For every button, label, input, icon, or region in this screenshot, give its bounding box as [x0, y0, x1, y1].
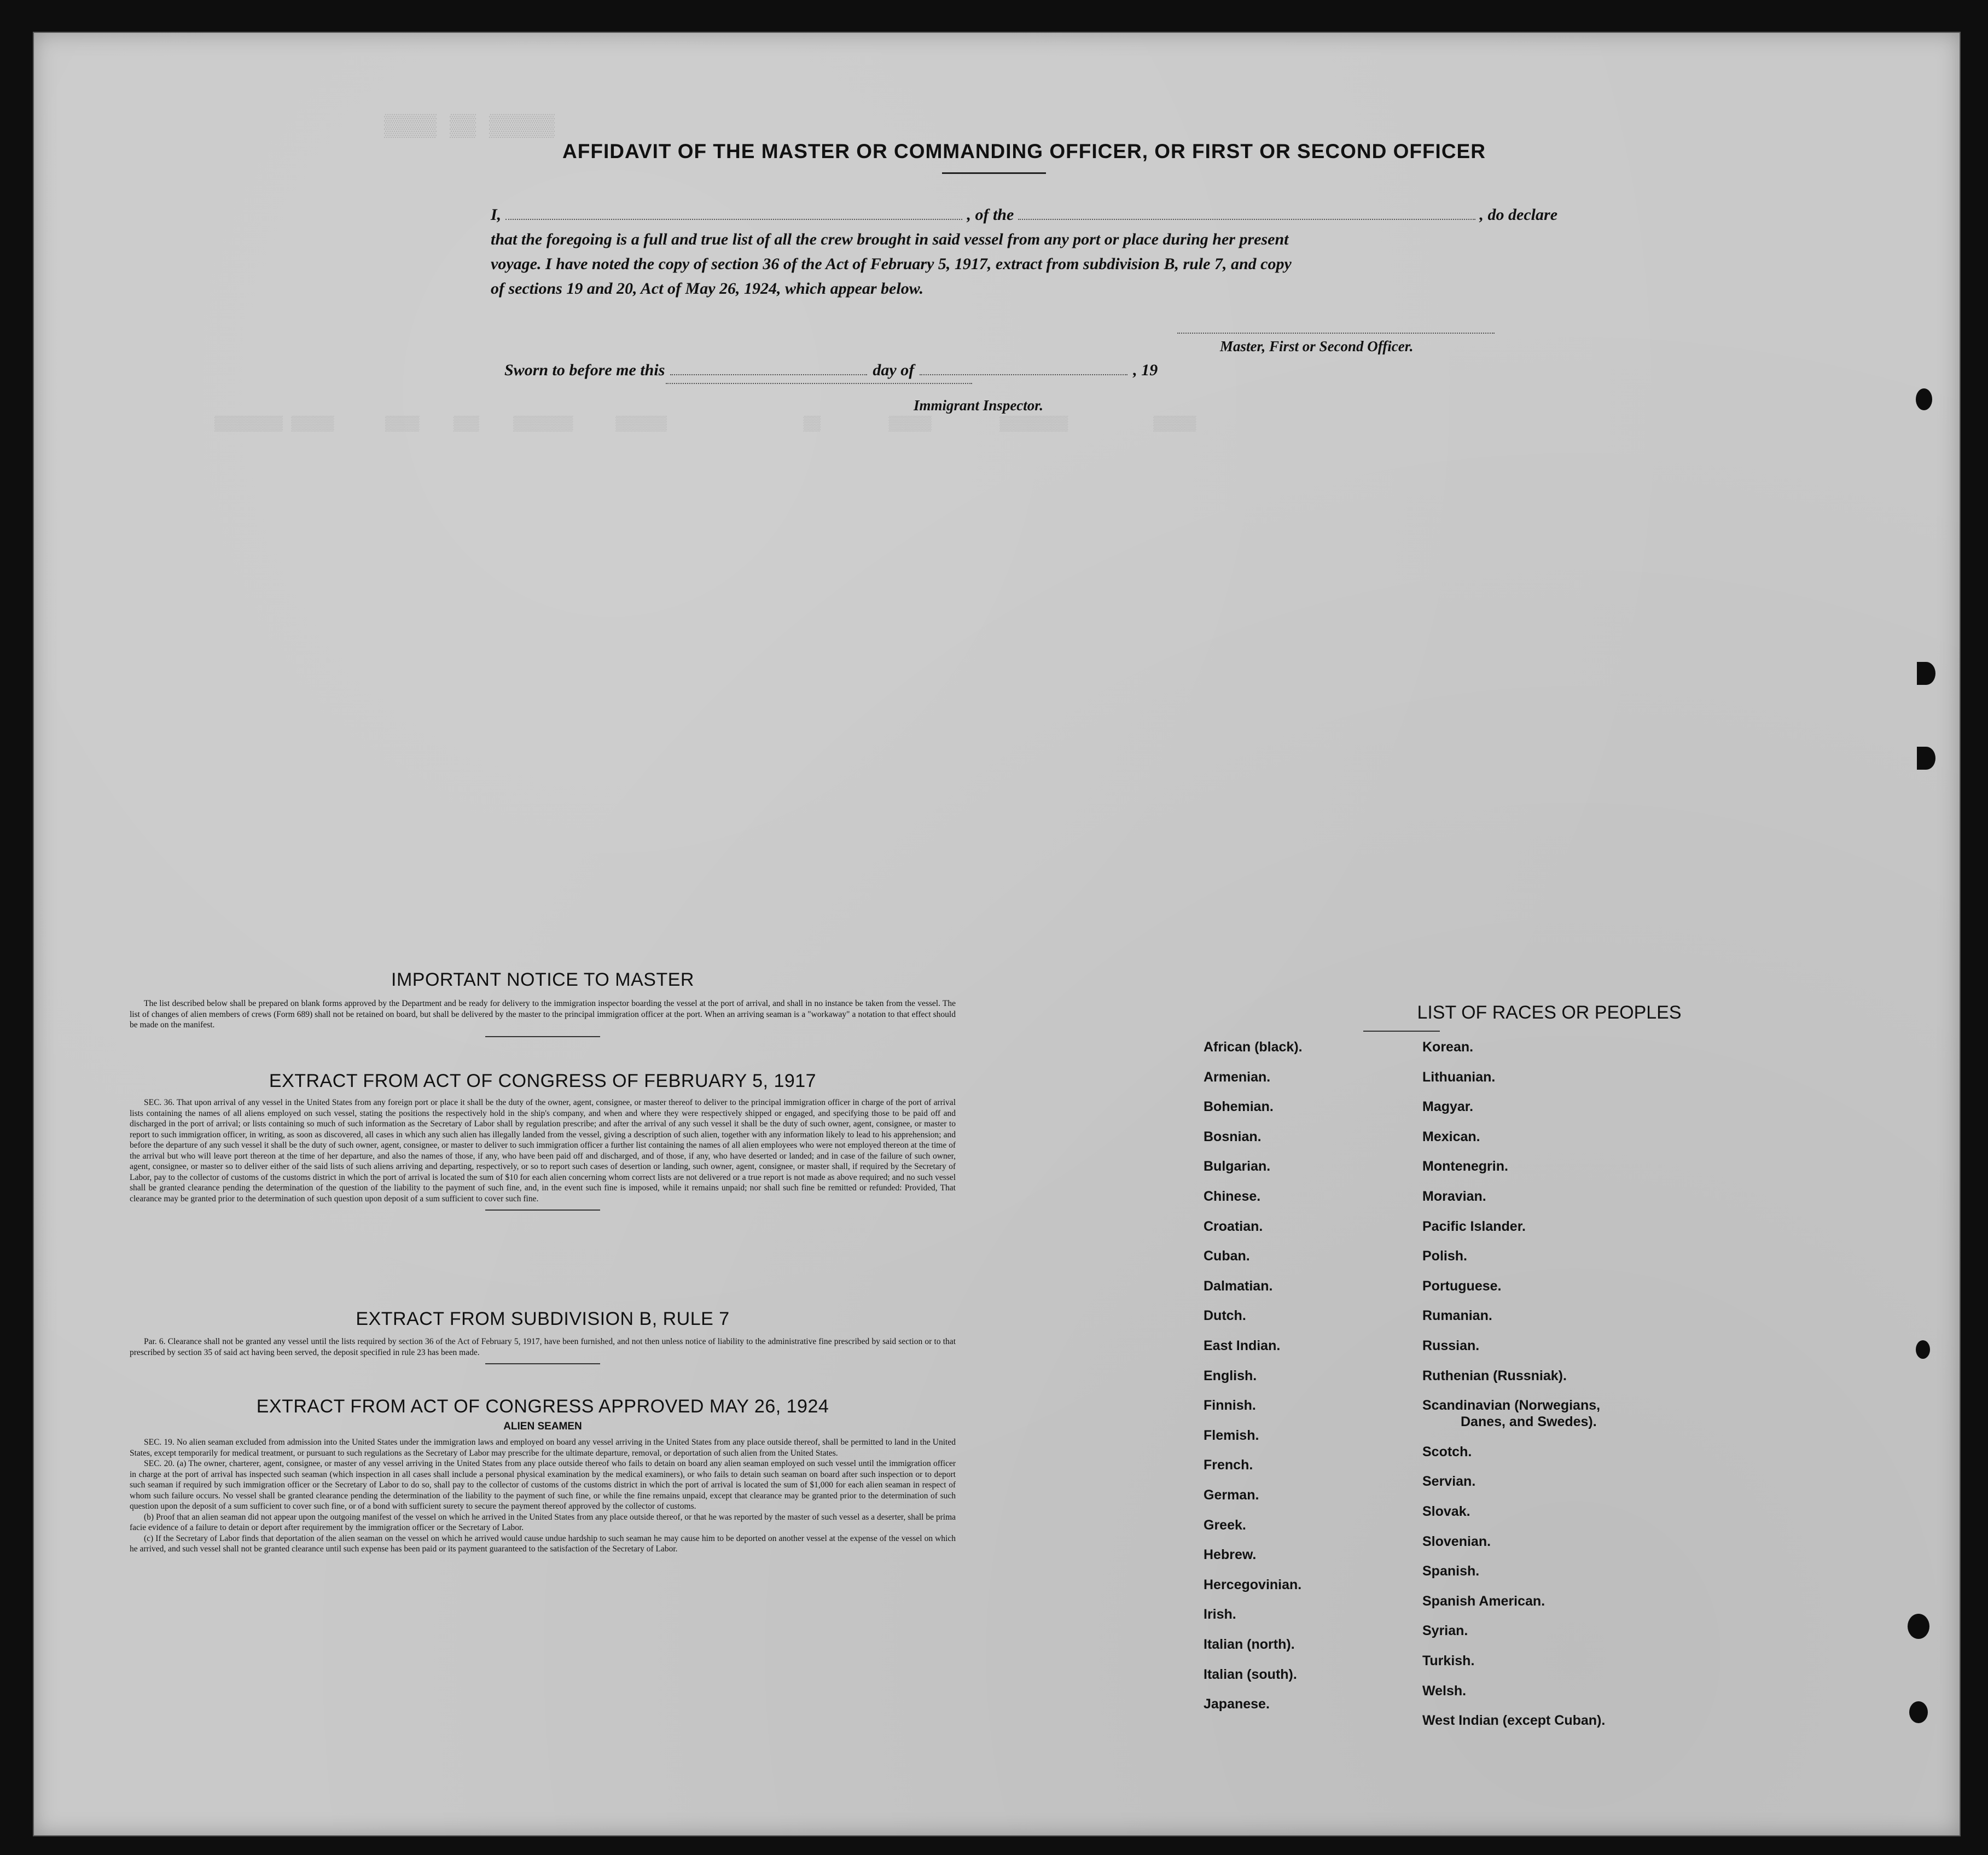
punch-hole	[1917, 662, 1935, 685]
alien-seamen-subtitle: ALIEN SEAMEN	[503, 1421, 582, 1432]
rule-7-title: EXTRACT FROM SUBDIVISION B, RULE 7	[356, 1309, 730, 1329]
race-item: Dutch.	[1204, 1308, 1246, 1324]
year-label: , 19	[1133, 361, 1158, 379]
bleed-through-header: ▒▒▒▒ ▒▒ ▒▒▒▒▒	[384, 115, 555, 139]
title-underline	[942, 172, 1046, 174]
extract-1917-rule	[485, 1209, 600, 1211]
race-item: Danes, and Swedes).	[1461, 1414, 1597, 1430]
sec-20c-paragraph: (c) If the Secretary of Labor finds that deportation of the alien seaman on the vessel on which he arrived would cause undue hardship to such seaman he may cause him to be deported on another vessel at the expense of the vessel on which he arrived, and such vessel shall not be granted clearance until such expense has been paid or its payment guaranteed to the satisfaction of the Secretary of Labor.	[130, 1533, 956, 1554]
race-item: Magyar.	[1422, 1099, 1474, 1115]
race-item: Ruthenian (Russniak).	[1422, 1368, 1567, 1383]
notice-section	[130, 969, 956, 1037]
race-item: Slovenian.	[1422, 1533, 1491, 1549]
races-title: LIST OF RACES OR PEOPLES	[1417, 1002, 1682, 1023]
race-item: Spanish American.	[1422, 1593, 1545, 1609]
affidavit-line-2: that the foregoing is a full and true list of all the crew brought in said vessel from any port or place during her present	[491, 230, 1289, 248]
race-item: German.	[1204, 1487, 1259, 1503]
punch-hole	[1916, 388, 1932, 410]
race-item: Mexican.	[1422, 1129, 1480, 1144]
punch-hole	[1909, 1701, 1928, 1723]
extract-1917-section	[130, 1071, 956, 1211]
sec-20a-paragraph: SEC. 20. (a) The owner, charterer, agent, consignee, or master of any vessel arriving in the United States from any place outside thereof who fails to detain on board any alien seaman employed on such vessel until the immigration officer in charge at the port of arrival has inspected such seaman (which inspection in all cases shall include a personal physical examination by the medical examiners), or who fails to detain such seaman on board after such inspection or to deport such seaman if required by such immigration officer or the Secretary of Labor to do so, shall pay to the collector of customs of the customs district in which the port of arrival is located the sum of $1,000 for each alien seaman in respect of whom such failure occurs. No vessel shall be granted clearance pending the determination of the liability to the payment of such fine, or while the fine remains unpaid, except that clearance may be granted prior to the determination of such question upon the deposit of a sum sufficient to cover such fine, or of a bond with sufficient surety to secure the payment thereof approved by the collector of customs.	[130, 1459, 956, 1511]
race-item: Bulgarian.	[1204, 1159, 1271, 1174]
punch-hole	[1908, 1614, 1929, 1639]
race-item: Hercegovinian.	[1204, 1577, 1302, 1592]
master-signature-label: Master, First or Second Officer.	[1220, 338, 1414, 354]
race-item: Syrian.	[1422, 1623, 1468, 1639]
race-item: Portuguese.	[1422, 1278, 1502, 1294]
race-item: Italian (south).	[1204, 1666, 1297, 1682]
do-declare-label: , do declare	[1479, 206, 1558, 224]
race-item: Spanish.	[1422, 1563, 1480, 1579]
race-item: Hebrew.	[1204, 1547, 1257, 1563]
sec-36-paragraph: SEC. 36. That upon arrival of any vessel in the United States from any foreign port or place it shall be the duty of the owner, agent, consignee, or master thereof to deliver to the principal immigration officer in charge of the port of arrival lists containing the names of all aliens employed on such vessel, stating the positions the respectively hold in the ship's company, and when and where they were respectively shipped or engaged, and specifying those to be paid off and discharged in the port of arrival; or lists containing so much of such information as the Secretary of Labor shall by regulation prescribe; and after the arrival of any such vessel it shall be the duty of such owner, agent, consignee, or master to report to such immigration officer, in writing, as soon as discovered, all cases in which any such alien has illegally landed from the vessel, giving a description of such alien, together with any information likely to lead to his apprehension; and before the departure of any such vessel it shall be the duty of such owner, agent, consignee, or master to deliver to such immigration officer a further list containing the names of all alien employees who were not employed thereon at the time of the arrival but who will leave port thereon at the time of her departure, and also the names of those, if any, who have been paid off and discharged, and of those, if any, who have deserted or landed; and in case of the failure of such owner, agent, consignee, or master so to deliver either of the said lists of such aliens arriving and departing, respectively, or so to report such cases of desertion or landing, such owner, agent, consignee, or master shall, if required by the Secretary of Labor, pay to the collector of customs of the customs district in which the port of arrival is located the sum of $10 for each alien concerning whom correct lists are not delivered or a true report is not made as above required; and no such vessel shall be granted clearance pending the determination of the question of the liability to the payment of such fine, and, in the event such fine is imposed, while it remains unpaid; nor shall such fine be remitted or refunded: Provided, That clearance may be granted prior to the determination of such question upon deposit of a sum sufficient to cover such fine.	[130, 1098, 956, 1203]
name-field[interactable]	[505, 205, 962, 220]
race-item: Chinese.	[1204, 1189, 1261, 1204]
race-item: Italian (north).	[1204, 1637, 1295, 1652]
race-item: Croatian.	[1204, 1218, 1263, 1234]
sec-19-paragraph: SEC. 19. No alien seaman excluded from admission into the United States under the immigration laws and employed on board any vessel arriving in the United States from any place outside thereof, shall be permitted to land in the United States, except temporarily for medical treatment, or pursuant to such regulations as the Secretary of Labor may prescribe for the ultimate departure, removal, or deportation of such alien from the United States.	[130, 1438, 956, 1458]
affidavit-line-4: of sections 19 and 20, Act of May 26, 1924, which appear below.	[491, 280, 924, 298]
inspector-signature-line[interactable]	[666, 383, 972, 384]
day-of-label: day of	[873, 361, 915, 379]
race-item: Moravian.	[1422, 1189, 1486, 1204]
race-item: Bohemian.	[1204, 1099, 1274, 1115]
i-label: I,	[491, 206, 502, 224]
notice-title: IMPORTANT NOTICE TO MASTER	[391, 969, 694, 990]
notice-text	[130, 998, 956, 1031]
race-item: Slovak.	[1422, 1504, 1470, 1520]
race-item: Rumanian.	[1422, 1308, 1492, 1324]
sworn-label: Sworn to before me this	[504, 361, 665, 379]
rule-7-text	[130, 1336, 956, 1358]
race-item: Montenegrin.	[1422, 1159, 1508, 1174]
punch-hole	[1917, 747, 1935, 770]
rule-7-section	[130, 1309, 956, 1364]
race-item: Cuban.	[1204, 1248, 1250, 1264]
month-field[interactable]	[920, 360, 1127, 375]
affidavit-title: AFFIDAVIT OF THE MASTER OR COMMANDING OFFICER, OR FIRST OR SECOND OFFICER	[562, 140, 1486, 162]
par-6-paragraph: Par. 6. Clearance shall not be granted any vessel until the lists required by section 36 of the Act of February 5, 1917, have been furnished, and not then unless notice of liability to the administrative fine prescribed by said section or to that prescribed by section 35 of said act having been served, the deposit specified in rule 23 has been made.	[130, 1337, 956, 1357]
affidavit-body	[491, 202, 1557, 301]
sworn-date-field[interactable]	[670, 360, 867, 375]
race-item: Flemish.	[1204, 1427, 1259, 1443]
vessel-field[interactable]	[1018, 205, 1475, 220]
race-item: English.	[1204, 1368, 1257, 1383]
race-item: Scotch.	[1422, 1444, 1472, 1459]
punch-hole	[1916, 1340, 1930, 1359]
race-item: African (black).	[1204, 1039, 1303, 1055]
race-item: Russian.	[1422, 1338, 1480, 1353]
extract-1917-text	[130, 1097, 956, 1204]
sworn-line	[504, 360, 1270, 380]
race-item: Pacific Islander.	[1422, 1218, 1526, 1234]
race-item: Japanese.	[1204, 1696, 1270, 1712]
affidavit-line-3: voyage. I have noted the copy of section 36 of the Act of February 5, 1917, extract from subdivision B, rule 7, and copy	[491, 255, 1292, 273]
race-item: Servian.	[1422, 1474, 1476, 1490]
race-item: Polish.	[1422, 1248, 1467, 1264]
sec-20b-paragraph: (b) Proof that an alien seaman did not appear upon the outgoing manifest of the vessel on which he arrived in the United States from any place outside thereof, or that he was reported by the master of such vessel as a deserter, shall be prima facie evidence of a failure to detain or deport after requirement by the immigration officer or the Secretary of Labor.	[130, 1512, 956, 1532]
of-the-label: , of the	[967, 206, 1014, 224]
race-item: Greek.	[1204, 1517, 1246, 1533]
inspector-label: Immigrant Inspector.	[914, 397, 1044, 414]
extract-1917-title: EXTRACT FROM ACT OF CONGRESS OF FEBRUARY 5, 1917	[269, 1071, 817, 1091]
document-sheet	[33, 32, 1961, 1836]
notice-rule	[485, 1036, 600, 1037]
race-item: East Indian.	[1204, 1338, 1281, 1353]
race-item: Lithuanian.	[1422, 1069, 1496, 1085]
race-item: Dalmatian.	[1204, 1278, 1273, 1294]
race-item: Welsh.	[1422, 1683, 1467, 1699]
notice-paragraph: The list described below shall be prepared on blank forms approved by the Department and be ready for delivery to the immigration inspector boarding the vessel at the port of arrival, and shall in no instance be taken from the vessel. The list of changes of alien members of crews (Form 689) shall not be retained on board, but shall be delivered by the master to the principal immigration officer at the port. When an arriving seaman is a "workaway" a notation to that effect should be made on the manifest.	[130, 999, 956, 1030]
rule-7-rule	[485, 1363, 600, 1364]
affidavit-line-1	[491, 202, 1557, 227]
race-item: Armenian.	[1204, 1069, 1271, 1085]
race-item: French.	[1204, 1457, 1253, 1473]
extract-1924-section	[130, 1396, 956, 1555]
race-item: Korean.	[1422, 1039, 1474, 1055]
race-item: Bosnian.	[1204, 1129, 1262, 1144]
race-item: Irish.	[1204, 1607, 1236, 1623]
races-title-underline	[1363, 1031, 1440, 1032]
bleed-through-columns: ▒▒▒▒▒▒▒▒ ▒▒▒▒▒ ▒▒▒▒ ▒▒▒ ▒▒▒▒▒▒▒ ▒▒▒▒▒▒ ▒▒ ▒▒▒▒▒ ▒▒▒▒▒▒▒▒ ▒▒▒▒▒	[214, 416, 1196, 432]
extract-1924-title: EXTRACT FROM ACT OF CONGRESS APPROVED MAY 26, 1924	[256, 1396, 829, 1417]
master-signature-line[interactable]	[1177, 333, 1495, 334]
extract-1924-text	[130, 1437, 956, 1555]
race-item: Turkish.	[1422, 1653, 1475, 1669]
race-item: Scandinavian (Norwegians,	[1422, 1398, 1601, 1414]
race-item: West Indian (except Cuban).	[1422, 1713, 1606, 1729]
race-item: Finnish.	[1204, 1398, 1256, 1414]
